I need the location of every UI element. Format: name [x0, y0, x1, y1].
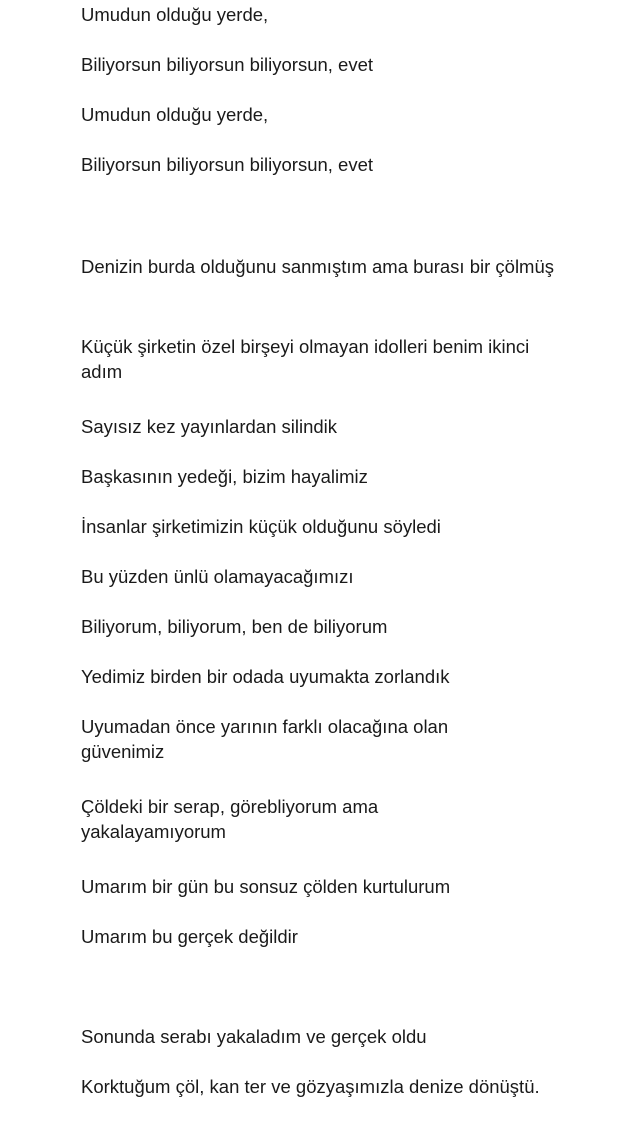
lyric-line: İnsanlar şirketimizin küçük olduğunu söyledi [81, 516, 441, 537]
lyric-line: Bu yüzden ünlü olamayacağımızı [81, 566, 354, 587]
lyric-line: Küçük şirketin özel birşeyi olmayan idolleri benim ikinci adım [81, 336, 530, 382]
lyric-line: Çöldeki bir serap, görebliyorum ama yakalayamıyorum [81, 796, 379, 842]
lyric-line: Denizin burda olduğunu sanmıştım ama burası bir çölmüş [81, 256, 555, 277]
lyric-line: Biliyorsun biliyorsun biliyorsun, evet [81, 154, 374, 175]
lyric-line: Biliyorum, biliyorum, ben de biliyorum [81, 616, 388, 637]
lyric-line: Umarım bu gerçek değildir [81, 926, 298, 947]
lyric-line: Biliyorsun biliyorsun biliyorsun, evet [81, 54, 374, 75]
lyric-line: Umarım bir gün bu sonsuz çölden kurtulurum [81, 876, 451, 897]
lyric-line: Umudun olduğu yerde, [81, 4, 269, 25]
lyric-line: Umudun olduğu yerde, [81, 104, 269, 125]
lyric-line: Korktuğum çöl, kan ter ve gözyaşımızla denize dönüştü. [81, 1076, 540, 1097]
lyric-line: Uyumadan önce yarının farklı olacağına olan güvenimiz [81, 716, 449, 762]
lyric-line: Sayısız kez yayınlardan silindik [81, 416, 338, 437]
lyric-line: Yedimiz birden bir odada uyumakta zorlandık [81, 666, 450, 687]
lyric-line: Sonunda serabı yakaladım ve gerçek oldu [81, 1026, 427, 1047]
lyric-line: Başkasının yedeği, bizim hayalimiz [81, 466, 368, 487]
